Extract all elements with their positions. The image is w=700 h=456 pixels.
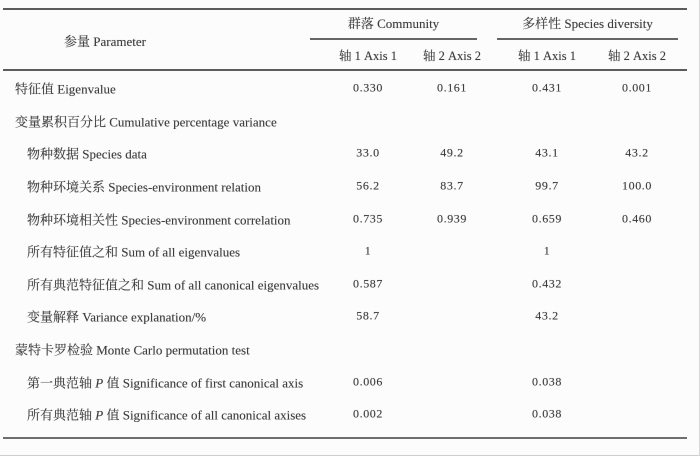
cell-community-axis2: 0.939 <box>437 211 467 226</box>
cell-community-axis1: 1 <box>364 243 372 258</box>
row-label: 所有典范特征值之和 Sum of all canonical eigenvalues <box>27 277 320 293</box>
table-row-sum-of-all-canonical-eigenvalues <box>0 268 700 301</box>
table-bottom-rule <box>3 437 687 439</box>
column-header-parameter: 参量 Parameter <box>64 34 146 49</box>
cell-community-axis1: 0.006 <box>353 374 383 389</box>
cell-diversity-axis1: 1 <box>543 243 551 258</box>
table-row-cumulative-variance-section <box>0 105 700 138</box>
column-group-species-diversity: 多样性 Species diversity <box>522 16 653 31</box>
cell-community-axis1: 0.587 <box>353 276 383 291</box>
column-header-community-axis1: 轴 1 Axis 1 <box>339 49 397 63</box>
cell-diversity-axis2: 0.460 <box>622 211 652 226</box>
table-row-species-environment-relation <box>0 170 700 203</box>
row-label: 物种数据 Species data <box>27 146 147 162</box>
row-label: 蒙特卡罗检验 Monte Carlo permutation test <box>15 342 250 358</box>
table-row-significance-first-canonical-axis <box>0 365 700 398</box>
column-header-diversity-axis2: 轴 2 Axis 2 <box>608 49 666 63</box>
table-body <box>0 72 700 431</box>
cell-diversity-axis1: 0.659 <box>532 211 562 226</box>
row-label: 变量累积百分比 Cumulative percentage variance <box>15 114 277 130</box>
cell-community-axis1: 58.7 <box>356 308 380 323</box>
table-top-rule <box>3 8 687 10</box>
column-header-community-axis2: 轴 2 Axis 2 <box>423 49 481 63</box>
cell-diversity-axis1: 43.1 <box>535 145 559 160</box>
cell-diversity-axis1: 0.432 <box>532 276 562 291</box>
cell-diversity-axis1: 0.431 <box>532 80 562 95</box>
cell-diversity-axis1: 0.038 <box>532 374 562 389</box>
row-label: 第一典范轴 P 值 Significance of first canonical axis <box>27 375 304 391</box>
cell-diversity-axis1: 99.7 <box>535 178 559 193</box>
row-label: 所有特征值之和 Sum of all eigenvalues <box>27 244 241 260</box>
row-label: 所有典范轴 P 值 Significance of all canonical axises <box>27 407 307 423</box>
header-bottom-rule <box>3 69 687 71</box>
cell-community-axis1: 33.0 <box>356 145 380 160</box>
cell-community-axis1: 0.735 <box>353 211 383 226</box>
cell-diversity-axis2: 100.0 <box>622 178 652 193</box>
cell-community-axis2: 83.7 <box>440 178 464 193</box>
cell-diversity-axis2: 0.001 <box>622 80 652 95</box>
cell-community-axis2: 0.161 <box>437 80 467 95</box>
column-header-diversity-axis1: 轴 1 Axis 1 <box>518 49 576 63</box>
cell-community-axis1: 0.330 <box>353 80 383 95</box>
cell-community-axis1: 56.2 <box>356 178 380 193</box>
row-label: 特征值 Eigenvalue <box>15 81 116 97</box>
table-row-eigenvalue <box>0 72 700 105</box>
table-row-monte-carlo-section <box>0 333 700 366</box>
table-row-variance-explanation <box>0 300 700 333</box>
row-label: 物种环境相关性 Species-environment correlation <box>27 212 291 228</box>
row-label: 变量解释 Variance explanation/% <box>27 309 207 325</box>
cell-diversity-axis1: 0.038 <box>532 406 562 421</box>
table-row-sum-of-all-eigenvalues <box>0 235 700 268</box>
column-group-community: 群落 Community <box>347 16 440 31</box>
cell-community-axis2: 49.2 <box>440 145 464 160</box>
row-label: 物种环境关系 Species-environment relation <box>27 179 261 195</box>
cell-diversity-axis1: 43.2 <box>535 308 559 323</box>
cell-community-axis1: 0.002 <box>353 406 383 421</box>
table-row-species-data <box>0 137 700 170</box>
table-row-significance-all-canonical-axes <box>0 398 700 431</box>
cell-diversity-axis2: 43.2 <box>625 145 649 160</box>
community-spanner-rule <box>310 38 477 40</box>
table-row-species-environment-correlation <box>0 202 700 235</box>
diversity-spanner-rule <box>497 38 678 40</box>
